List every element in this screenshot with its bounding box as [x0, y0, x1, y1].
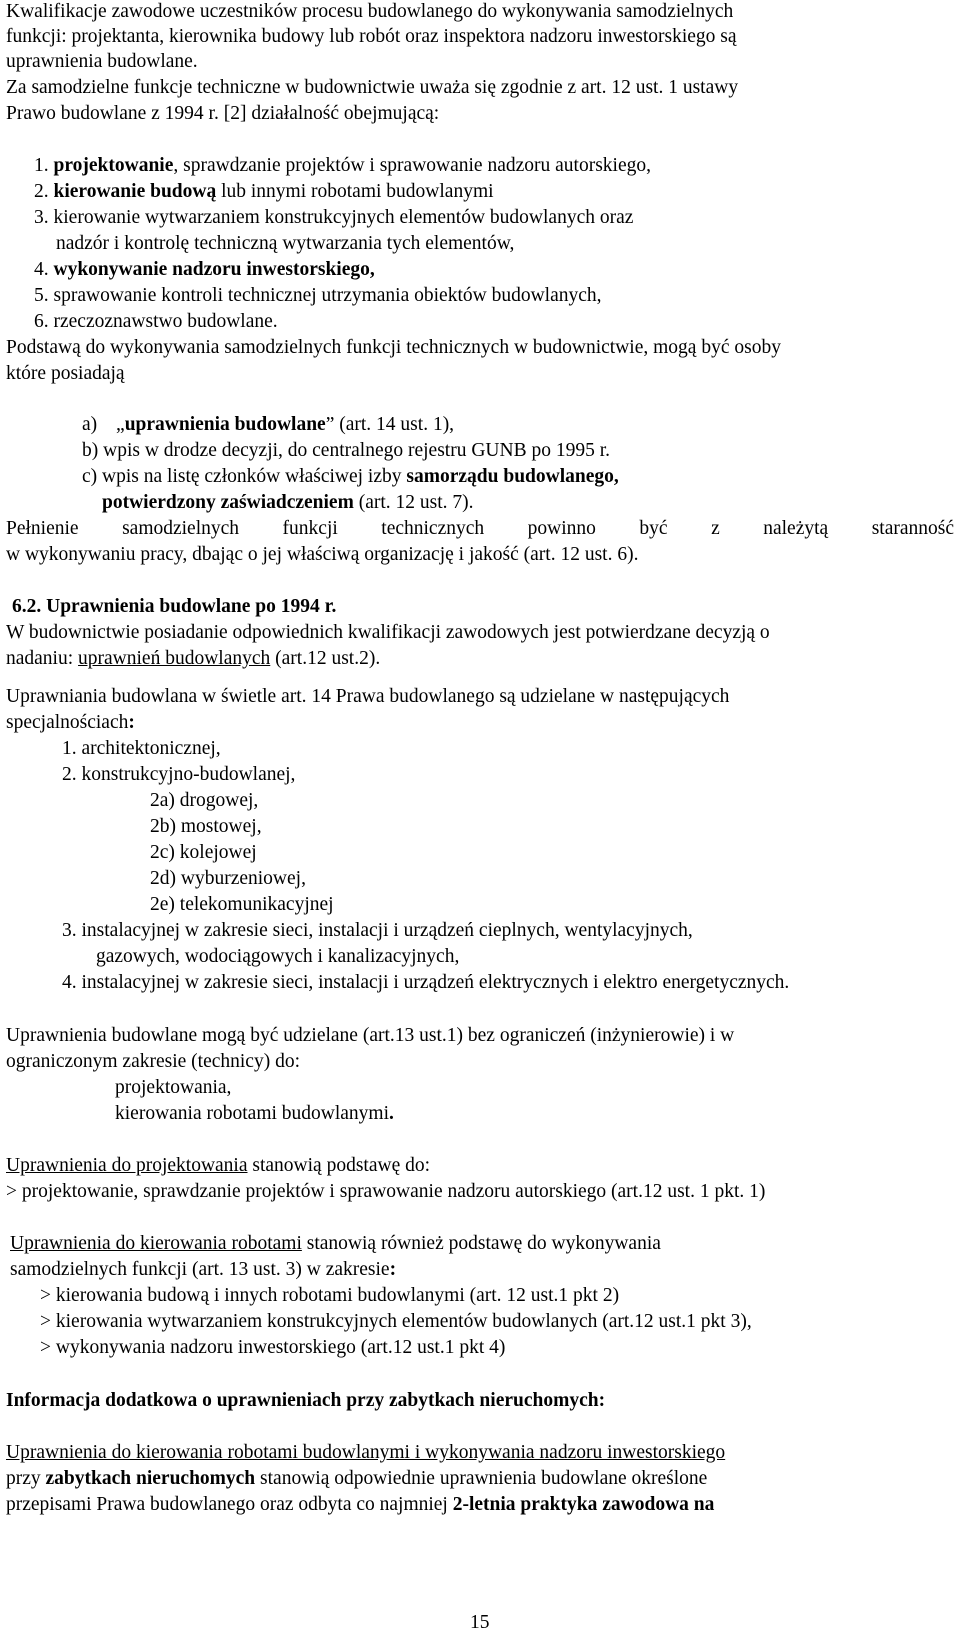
specialty-subitem: 2c) kolejowej [150, 842, 257, 863]
specialty-item: 3. instalacyjnej w zakresie sieci, instalacji i urządzeń cieplnych, wentylacyjnych, [62, 920, 693, 941]
limited-item-2 [115, 1102, 394, 1126]
text: stanowią również podstawę do wykonywania [301, 1233, 661, 1254]
section-line-1: W budownictwie posiadanie odpowiednich kwalifikacji zawodowych jest potwierdzane decyzją o [6, 622, 770, 643]
activity-item-6 [34, 310, 278, 334]
section-line-2 [6, 647, 380, 671]
basis-item-a-rest: ” (art. 14 ust. 1), [325, 414, 455, 435]
design-permissions-term: Uprawnienia do projektowania [6, 1155, 248, 1176]
activity-text: sprawowanie kontroli technicznej utrzymania obiektów budowlanych, [53, 285, 602, 306]
diligence-line-1 [6, 517, 954, 541]
word: Pełnienie [6, 518, 79, 539]
text: kierowania robotami budowlanymi [115, 1103, 390, 1124]
word: z [711, 518, 720, 539]
word: technicznych [381, 518, 485, 539]
word: staranność [871, 518, 954, 539]
word: samodzielnych [122, 518, 240, 539]
list-label: c) [82, 466, 98, 487]
activity-item-3 [34, 206, 633, 230]
activity-bold: kierowanie budową [53, 181, 217, 202]
text: specjalnościach [6, 712, 129, 733]
diligence-line-2: w wykonywaniu pracy, dbając o jej właściwą organizację i jakość (art. 12 ust. 6). [6, 544, 639, 565]
intro-line-1: Kwalifikacje zawodowe uczestników procesu budowlanego do wykonywania samodzielnych [6, 1, 734, 22]
word: funkcji [282, 518, 338, 539]
specialty-subitem: 2a) drogowej, [150, 790, 259, 811]
practice-term: 2-letnia praktyka zawodowa na [452, 1494, 715, 1515]
intro-line-5: Prawo budowlane z 1994 r. [2] działalność obejmującą: [6, 103, 440, 124]
word: powinno [527, 518, 596, 539]
intro-line-2: funkcji: projektanta, kierownika budowy lub robót oraz inspektora nadzoru inwestorskiego są [6, 26, 737, 47]
design-line-1 [6, 1154, 430, 1178]
basis-line-1: Podstawą do wykonywania samodzielnych funkcji technicznych w budownictwie, mogą być osoby [6, 337, 781, 358]
activity-text: kierowanie wytwarzaniem konstrukcyjnych elementów budowlanych oraz [53, 207, 634, 228]
basis-item-a [82, 413, 454, 437]
activity-item-2 [34, 180, 494, 204]
specialty-subitem: 2e) telekomunikacyjnej [150, 894, 334, 915]
colon: : [128, 712, 135, 733]
word: być [639, 518, 668, 539]
management-bullet: > kierowania budową i innych robotami budowlanymi (art. 12 ust.1 pkt 2) [40, 1285, 620, 1306]
monuments-line-1: Uprawnienia do kierowania robotami budowlanymi i wykonywania nadzoru inwestorskiego [6, 1442, 726, 1463]
text: przepisami Prawa budowlanego oraz odbyta co najmniej [6, 1494, 453, 1515]
list-number: 3. [34, 207, 49, 228]
specialty-item-continued: gazowych, wodociągowych i kanalizacyjnych, [96, 946, 460, 967]
list-label: b) [82, 440, 99, 461]
limited-line-2: ograniczonym zakresie (technicy) do: [6, 1051, 300, 1072]
text: (art.12 ust.2). [270, 648, 381, 669]
monuments-term: zabytkach nieruchomych [45, 1468, 256, 1489]
management-bullet: > wykonywania nadzoru inwestorskiego (art.12 ust.1 pkt 4) [40, 1337, 506, 1358]
activity-text: rzeczoznawstwo budowlane. [53, 311, 278, 332]
monuments-heading: Informacja dodatkowa o uprawnieniach przy zabytkach nieruchomych: [6, 1390, 606, 1411]
uprawnien-link: uprawnień budowlanych [78, 648, 271, 669]
specialties-line-2 [6, 711, 135, 735]
management-line-2 [10, 1258, 396, 1282]
intro-line-4: Za samodzielne funkcje techniczne w budownictwie uważa się zgodnie z art. 12 ust. 1 ustawy [6, 77, 739, 98]
basis-item-c-rest: (art. 12 ust. 7). [353, 492, 474, 513]
list-number: 6. [34, 311, 49, 332]
list-number: 1. [34, 155, 49, 176]
page-number: 15 [470, 1612, 490, 1633]
period: . [389, 1103, 394, 1124]
monuments-line-3 [6, 1493, 714, 1517]
basis-item-c-text: wpis na listę członków właściwej izby [102, 466, 407, 487]
basis-line-2: które posiadają [6, 363, 125, 384]
potwierdzony-term: potwierdzony zaświadczeniem [102, 492, 354, 513]
list-number: 2. [34, 181, 49, 202]
management-bullet: > kierowania wytwarzaniem konstrukcyjnych elementów budowlanych (art.12 ust.1 pkt 3), [40, 1311, 752, 1332]
activity-item-5 [34, 284, 602, 308]
list-label: a) [82, 414, 98, 435]
list-number: 4. [34, 259, 49, 280]
text: samodzielnych funkcji (art. 13 ust. 3) w zakresie [10, 1259, 390, 1280]
limited-item-1: projektowania, [115, 1077, 232, 1098]
specialty-item: 2. konstrukcyjno-budowlanej, [62, 764, 296, 785]
open-quote: „ [116, 414, 125, 435]
text: nadaniu: [6, 648, 79, 669]
text: przy [6, 1468, 46, 1489]
limited-line-1: Uprawnienia budowlane mogą być udzielane (art.13 ust.1) bez ograniczeń (inżynierowie) i w [6, 1025, 735, 1046]
activity-item-3-continued: nadzór i kontrolę techniczną wytwarzania tych elementów, [56, 233, 515, 254]
text: stanowią odpowiednie uprawnienia budowlane określone [255, 1468, 708, 1489]
section-heading: 6.2. Uprawnienia budowlane po 1994 r. [12, 596, 337, 617]
design-bullet: > projektowanie, sprawdzanie projektów i sprawowanie nadzoru autorskiego (art.12 ust. 1 pkt. 1) [6, 1181, 766, 1202]
specialty-item: 4. instalacyjnej w zakresie sieci, instalacji i urządzeń elektrycznych i elektro energetycznych. [62, 972, 790, 993]
monuments-line-2 [6, 1467, 707, 1491]
activity-bold: projektowanie [53, 155, 174, 176]
basis-item-b-text: wpis w drodze decyzji, do centralnego rejestru GUNB po 1995 r. [103, 440, 610, 461]
intro-line-3: uprawnienia budowlane. [6, 51, 198, 72]
activity-bold: wykonywanie nadzoru inwestorskiego, [53, 259, 375, 280]
basis-item-c-continued [102, 491, 474, 515]
specialty-item: 1. architektonicznej, [62, 738, 221, 759]
word: należytą [763, 518, 829, 539]
basis-item-c [82, 465, 619, 489]
activity-text: lub innymi robotami budowlanymi [216, 181, 494, 202]
text: stanowią podstawę do: [247, 1155, 431, 1176]
uprawnienia-budowlane-term: uprawnienia budowlane [124, 414, 326, 435]
activity-item-4 [34, 258, 375, 282]
management-line-1 [10, 1232, 661, 1256]
activity-item-1 [34, 154, 651, 178]
activity-text: , sprawdzanie projektów i sprawowanie nadzoru autorskiego, [173, 155, 651, 176]
specialties-line-1: Uprawniania budowlana w świetle art. 14 Prawa budowlanego są udzielane w następujących [6, 686, 730, 707]
colon: : [389, 1259, 397, 1280]
list-number: 5. [34, 285, 49, 306]
management-permissions-term: Uprawnienia do kierowania robotami [10, 1233, 302, 1254]
specialty-subitem: 2d) wyburzeniowej, [150, 868, 306, 889]
specialty-subitem: 2b) mostowej, [150, 816, 262, 837]
basis-item-b [82, 439, 610, 463]
samorzad-term: samorządu budowlanego, [406, 466, 619, 487]
